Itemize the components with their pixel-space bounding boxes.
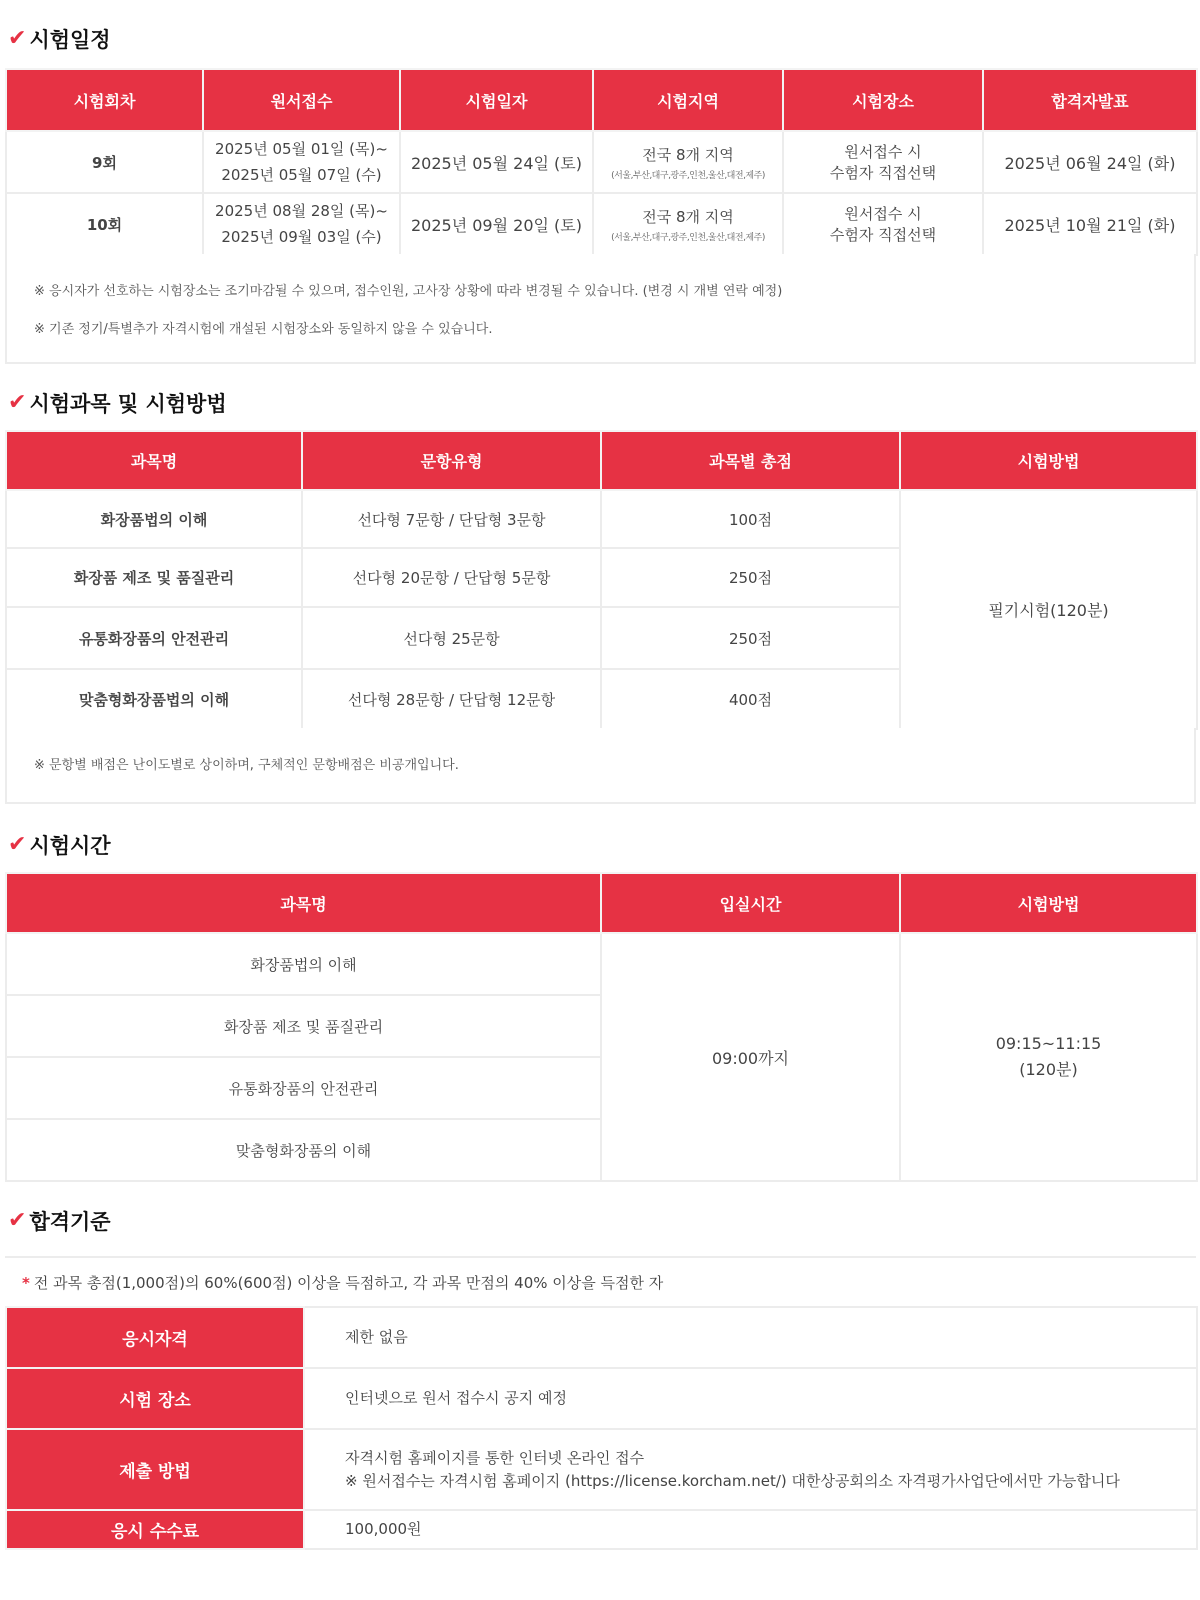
criteria-title [8,1206,111,1236]
subject-type: 선다형 28문항 / 단답형 12문항 [302,669,601,729]
schedule-header: 원서접수 [203,69,400,131]
region-cell [593,193,783,255]
exam-date-cell: 2025년 05월 24일 (토) [400,131,593,193]
place-value: 인터넷으로 원서 접수시 공지 예정 [304,1368,1197,1429]
subjects-header: 과목명 [6,431,302,490]
subject-score: 100점 [601,490,900,548]
round-cell: 9회 [6,131,203,193]
subject-type: 선다형 20문항 / 단답형 5문항 [302,548,601,607]
subject-name: 화장품 제조 및 품질관리 [6,548,302,607]
subjects-notes [5,728,1196,804]
subject-name: 화장품법의 이해 [6,490,302,548]
subjects-header: 시험방법 [900,431,1197,490]
result-cell: 2025년 06월 24일 (화) [983,131,1197,193]
exam-method: 필기시험(120분) [900,490,1197,729]
eligibility-label: 응시자격 [6,1307,304,1368]
schedule-title [8,24,111,54]
time-header: 시험방법 [900,873,1197,933]
schedule-header-row [6,69,1197,131]
time-title-text: 시험시간 [29,834,111,858]
submission-label: 제출 방법 [6,1429,304,1510]
apply-cell [203,193,400,255]
place-line-1: 원서접수 시 [844,205,922,223]
fee-value: 100,000원 [304,1510,1197,1549]
time-header: 과목명 [6,873,601,933]
schedule-note: ※ 응시자가 선호하는 시험장소는 조기마감될 수 있으며, 접수인원, 고사장 상황에 따라 변경될 수 있습니다. (변경 시 개별 연락 예정) [34,284,783,299]
place-line-1: 원서접수 시 [844,143,922,161]
table-row [6,131,1197,193]
fee-label: 응시 수수료 [6,1510,304,1549]
region-text: 전국 8개 지역 [642,207,734,226]
check-icon: ✔ [8,832,27,857]
divider [5,1256,1196,1258]
table-row [6,1510,1197,1549]
table-row [6,1307,1197,1368]
region-detail: (서울,부산,대구,광주,인천,울산,대전,제주) [611,232,765,243]
apply-cell [203,131,400,193]
table-row [6,193,1197,255]
time-subject: 화장품법의 이해 [6,933,601,995]
table-row [6,490,1197,548]
apply-start: 2025년 08월 28일 (목)~ [215,202,388,220]
check-icon: ✔ [8,26,27,51]
subjects-title-text: 시험과목 및 시험방법 [29,392,227,416]
entry-time: 09:00까지 [601,933,900,1181]
subject-name: 맞춤형화장품법의 이해 [6,669,302,729]
subject-name: 유통화장품의 안전관리 [6,607,302,669]
region-detail: (서울,부산,대구,광주,인천,울산,대전,제주) [611,170,765,181]
subject-score: 400점 [601,669,900,729]
subjects-note: ※ 문항별 배점은 난이도별로 상이하며, 구체적인 문항배점은 비공개입니다. [34,758,459,773]
time-method-range: 09:15~11:15 [995,1034,1102,1053]
apply-start: 2025년 05월 01일 (목)~ [215,140,388,158]
round-cell: 10회 [6,193,203,255]
place-label: 시험 장소 [6,1368,304,1429]
time-method-duration: (120분) [1019,1060,1078,1079]
time-subject: 맞춤형화장품의 이해 [6,1119,601,1181]
time-header: 입실시간 [601,873,900,933]
criteria-text: 전 과목 총점(1,000점)의 60%(600점) 이상을 득점하고, 각 과목 만점의 40% 이상을 득점한 자 [33,1274,664,1292]
result-cell: 2025년 10월 21일 (화) [983,193,1197,255]
subjects-header: 문항유형 [302,431,601,490]
place-cell [783,131,983,193]
time-method [900,933,1197,1181]
subject-score: 250점 [601,548,900,607]
schedule-header: 시험지역 [593,69,783,131]
submission-method: 자격시험 홈페이지를 통한 인터넷 온라인 접수 [345,1449,645,1467]
asterisk-icon: * [22,1274,30,1292]
schedule-header: 합격자발표 [983,69,1197,131]
table-row [6,933,1197,995]
schedule-header: 시험일자 [400,69,593,131]
time-subject: 화장품 제조 및 품질관리 [6,995,601,1057]
subject-score: 250점 [601,607,900,669]
schedule-header: 시험회차 [6,69,203,131]
submission-value [304,1429,1197,1510]
region-cell [593,131,783,193]
subjects-table [5,430,1198,730]
submission-note: ※ 원서접수는 자격시험 홈페이지 (https://license.korcham.net/) 대한상공회의소 자격평가사업단에서만 가능합니다 [345,1471,1120,1490]
schedule-note: ※ 기존 정기/특별추가 자격시험에 개설된 시험장소와 동일하지 않을 수 있습니다. [34,322,493,337]
time-header-row [6,873,1197,933]
apply-end: 2025년 09월 03일 (수) [221,228,382,246]
criteria-title-text: 합격기준 [29,1210,111,1234]
schedule-table [5,68,1198,256]
schedule-header: 시험장소 [783,69,983,131]
check-icon: ✔ [8,390,27,415]
exam-date-cell: 2025년 09월 20일 (토) [400,193,593,255]
time-table [5,872,1198,1182]
table-row [6,1368,1197,1429]
schedule-notes [5,254,1196,364]
time-title [8,830,111,860]
subjects-title [8,388,227,418]
subjects-header: 과목별 총점 [601,431,900,490]
region-text: 전국 8개 지역 [642,145,734,164]
subject-type: 선다형 7문항 / 단답형 3문항 [302,490,601,548]
subject-type: 선다형 25문항 [302,607,601,669]
subjects-header-row [6,431,1197,490]
time-subject: 유통화장품의 안전관리 [6,1057,601,1119]
check-icon: ✔ [8,1208,27,1233]
apply-end: 2025년 05월 07일 (수) [221,166,382,184]
schedule-title-text: 시험일정 [29,28,111,52]
table-row [6,1429,1197,1510]
place-cell [783,193,983,255]
place-line-2: 수험자 직접선택 [829,226,937,244]
criteria-table [5,1306,1198,1550]
criteria-description [22,1272,663,1293]
place-line-2: 수험자 직접선택 [829,164,937,182]
eligibility-value: 제한 없음 [304,1307,1197,1368]
